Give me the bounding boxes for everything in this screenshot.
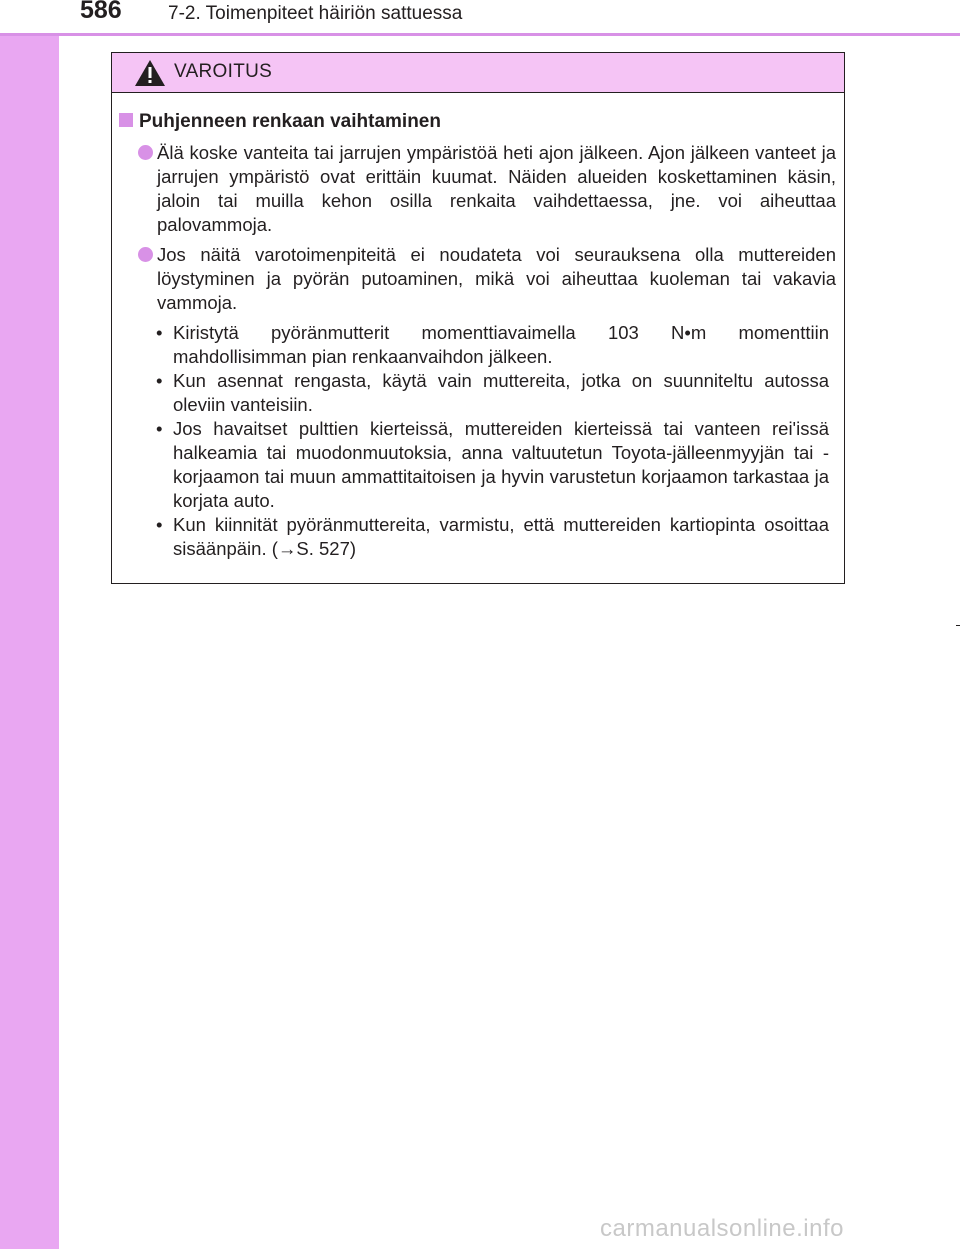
sub-list-item: • Kiristytä pyöränmutterit momenttiavaimella 103 N•m momenttiin mahdollisimman pian renkaanvaihdon jälkeen. bbox=[156, 322, 829, 367]
warning-title: VAROITUS bbox=[174, 61, 273, 82]
sub-list-item-text: Kun kiinnität pyöränmuttereita, varmistu, että muttereiden kartiopinta osoittaa sisäänpäin. (→S. 527) bbox=[173, 514, 829, 559]
sub-list-item: • Jos havaitset pulttien kierteissä, muttereiden kierteissä tai vanteen rei'issä halkeamia tai muodonmuutoksia, anna valtuutetun Toyota-jälleenmyyjän tai -korjaamon tai muun ammattitaitoisen ja hyvin varustetun korjaamon tarkastaa ja korjata auto. bbox=[156, 418, 829, 511]
sub-list-item: • Kun asennat rengasta, käytä vain muttereita, jotka on suunniteltu autossa oleviin vanteisiin. bbox=[156, 370, 829, 415]
page-number: 586 bbox=[80, 0, 122, 24]
watermark: carmanualsonline.info bbox=[600, 1215, 844, 1242]
round-bullet-icon bbox=[138, 145, 153, 160]
list-item-text: Jos näitä varotoimenpiteitä ei noudateta voi seurauksena olla muttereiden löystyminen ja pyörän putoaminen, mikä voi aiheuttaa kuoleman tai vakavia vammoja. bbox=[157, 244, 836, 313]
header-rule bbox=[0, 33, 960, 36]
sub-list-item-text: Kun asennat rengasta, käytä vain muttereita, jotka on suunniteltu autossa oleviin vanteisiin. bbox=[173, 370, 829, 415]
list-item-text: Älä koske vanteita tai jarrujen ympäristöä heti ajon jälkeen. Ajon jälkeen vanteet ja jarrujen ympäristö ovat erittäin kuumat. Näiden alueiden koskettaminen käsin, jaloin tai muilla kehon osilla renkaita vaihdettaessa, jne. voi aiheuttaa palovammoja. bbox=[157, 142, 836, 235]
warning-heading bbox=[119, 111, 441, 133]
sub-list bbox=[156, 321, 829, 561]
warning-header bbox=[112, 53, 844, 93]
side-color-band bbox=[0, 0, 59, 1249]
section-title: 7-2. Toimenpiteet häiriön sattuessa bbox=[168, 3, 463, 24]
sub-list-item-text: Jos havaitset pulttien kierteissä, muttereiden kierteissä tai vanteen rei'issä halkeamia tai muodonmuutoksia, anna valtuutetun Toyota-jälleenmyyjän tai -korjaamon tai muun ammattitaitoisen ja hyvin varustetun korjaamon tarkastaa ja korjata auto. bbox=[173, 418, 829, 511]
list-item bbox=[138, 141, 836, 237]
warning-triangle-icon bbox=[134, 59, 166, 87]
warning-heading-text: Puhjenneen renkaan vaihtaminen bbox=[139, 111, 441, 132]
sub-list-item: • Kun kiinnität pyöränmuttereita, varmistu, että muttereiden kartiopinta osoittaa sisäänpäin. (→S. 527) bbox=[156, 514, 829, 559]
margin-tick bbox=[956, 625, 960, 626]
warning-box bbox=[111, 52, 845, 584]
header-band bbox=[0, 0, 960, 33]
round-bullet-icon bbox=[138, 247, 153, 262]
sub-list-item-text: Kiristytä pyöränmutterit momenttiavaimella 103 N•m momenttiin mahdollisimman pian renkaanvaihdon jälkeen. bbox=[173, 322, 829, 367]
square-bullet-icon bbox=[119, 113, 133, 127]
list-item bbox=[138, 243, 836, 315]
